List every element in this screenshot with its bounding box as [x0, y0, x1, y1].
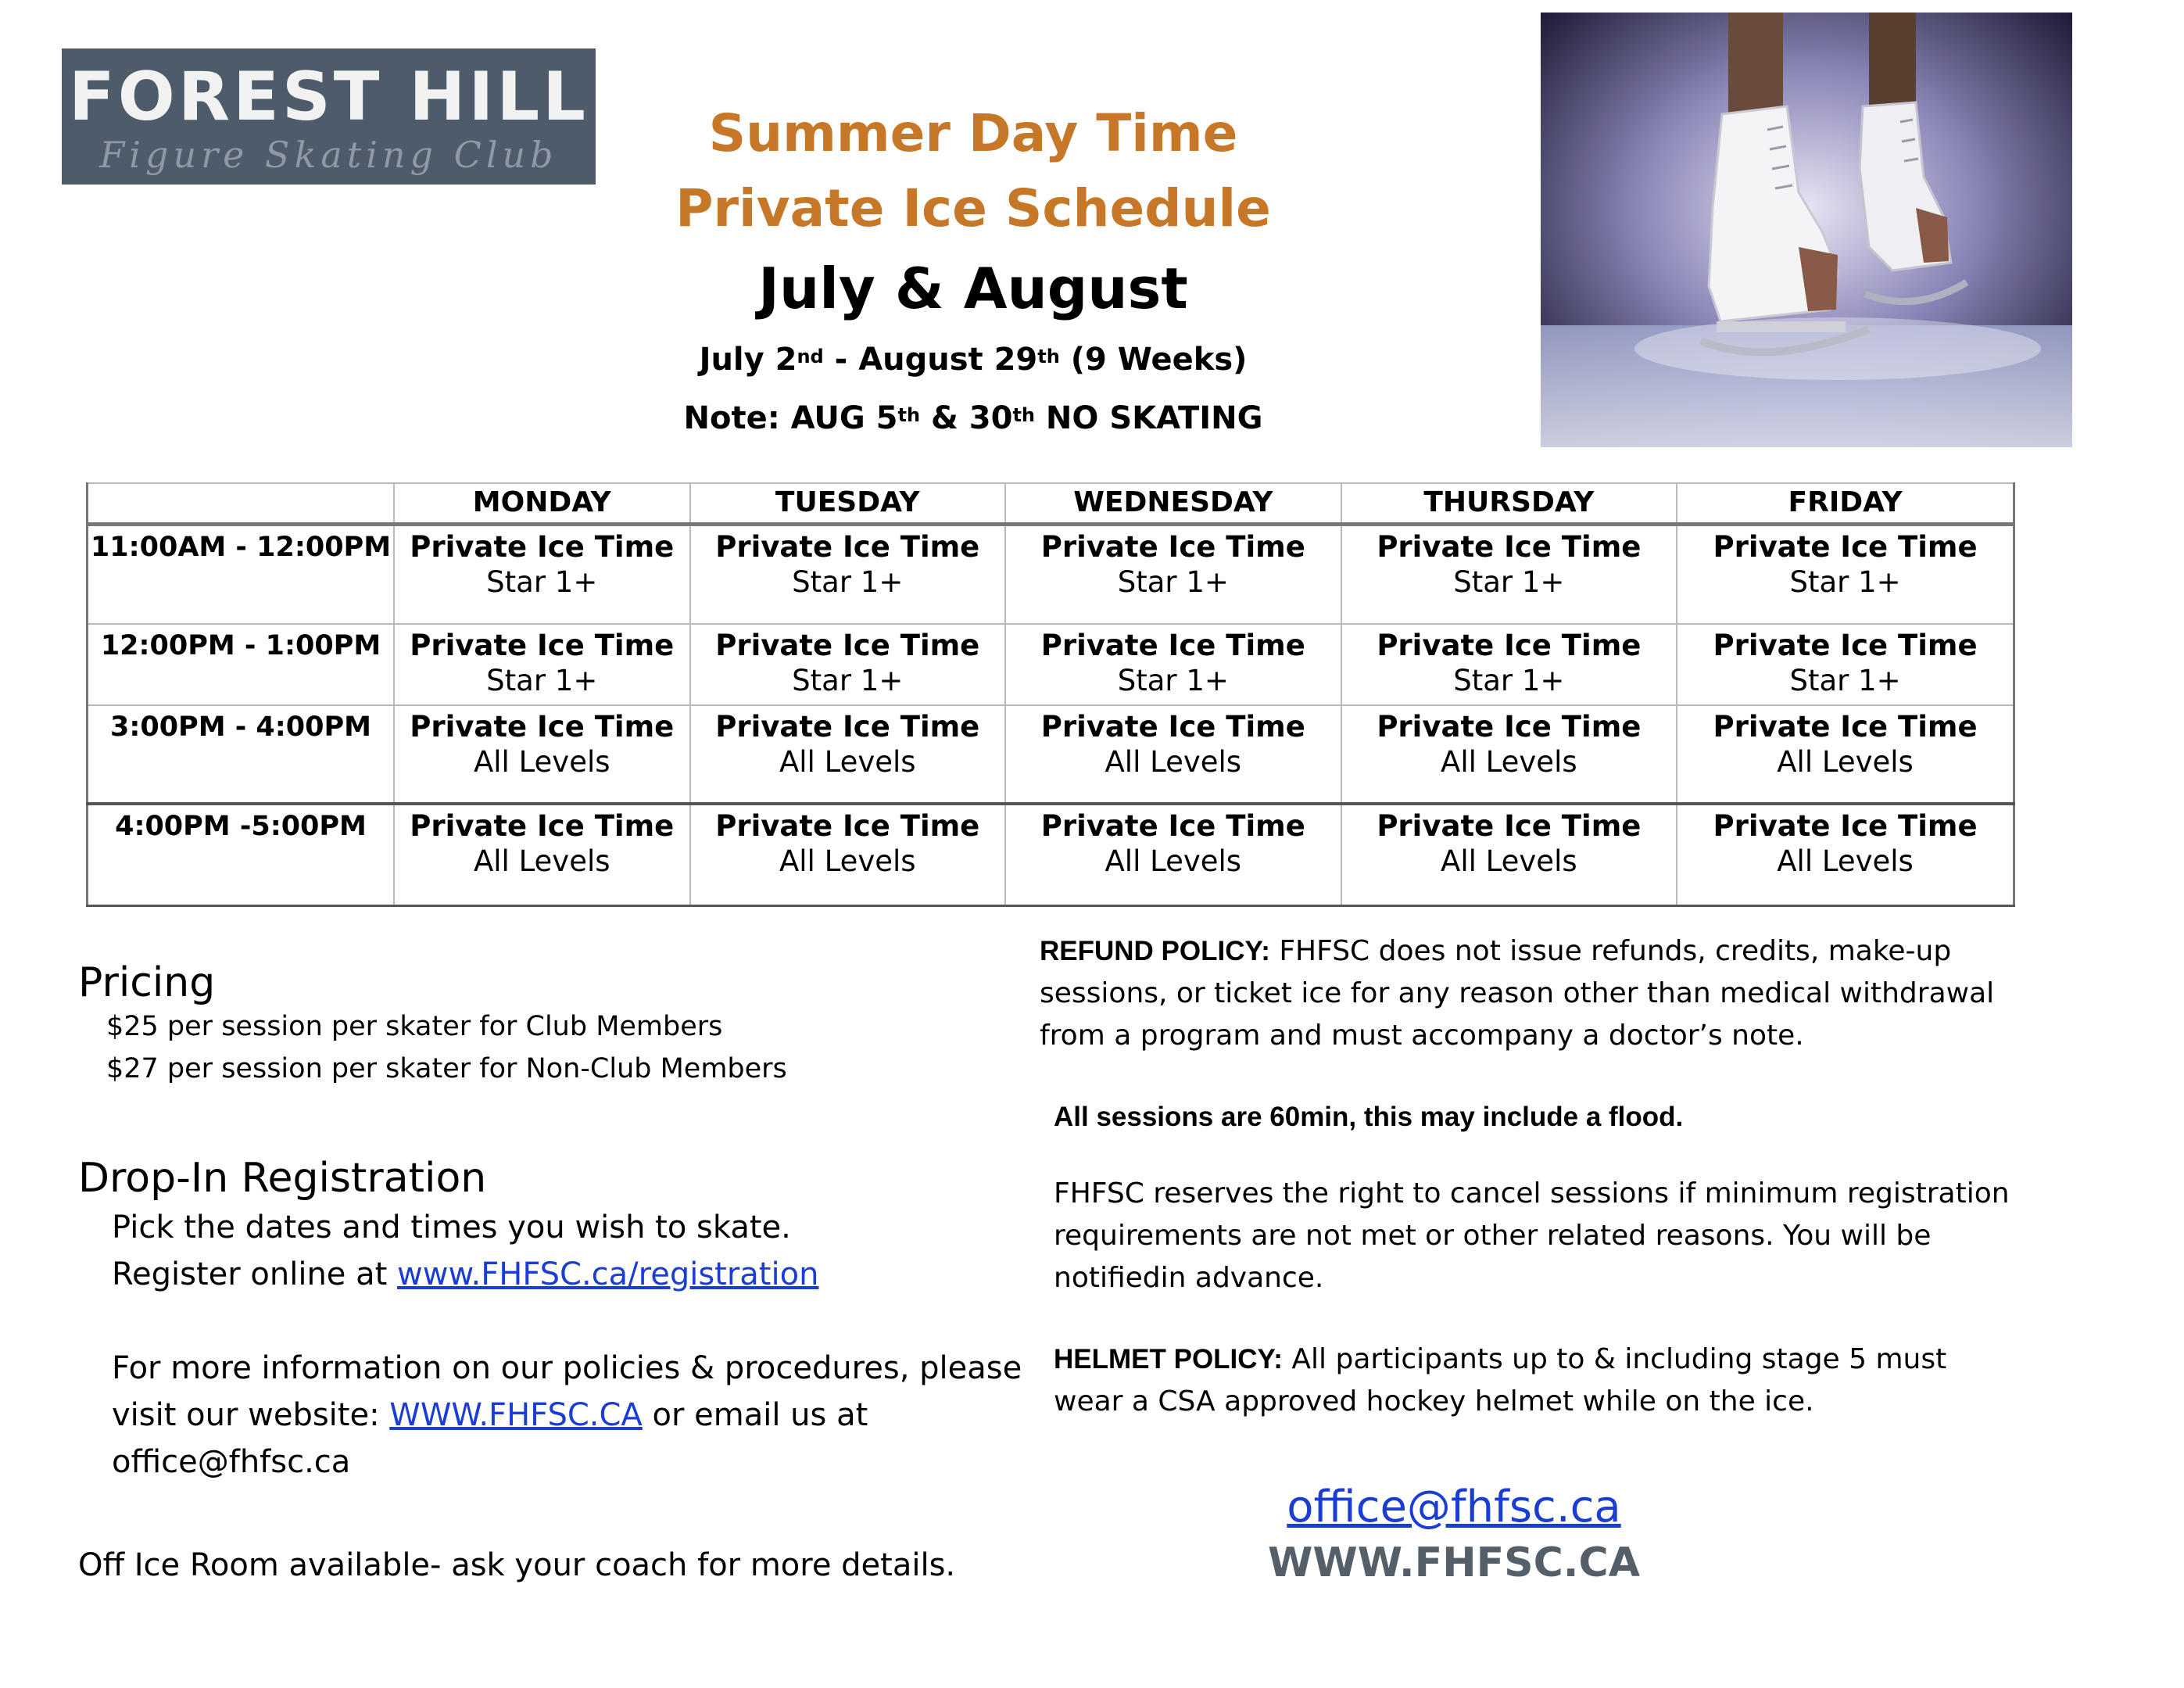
- session-level: Star 1+: [1789, 564, 1901, 599]
- session-level: All Levels: [1441, 844, 1577, 878]
- session-title: Private Ice Time: [1713, 629, 1978, 662]
- session-title: Private Ice Time: [410, 529, 675, 564]
- logo-script: Figure Skating Club: [99, 134, 558, 176]
- contact-email: [1235, 1478, 1673, 1537]
- logo-wordmark: FOREST HILL: [69, 58, 589, 136]
- cancellation-policy: FHFSC reserves the right to cancel sessions if minimum registration requirements are not met or other related reasons. You will be notifiedin advance.: [1054, 1177, 2010, 1294]
- session-cell: [1341, 705, 1677, 804]
- day-header: THURSDAY: [1341, 483, 1677, 524]
- info-line-1: For more information on our policies & procedures, please: [112, 1350, 1022, 1386]
- pricing-non-members: $27 per session per skater for Non-Club Members: [106, 1053, 787, 1084]
- session-title: Private Ice Time: [1377, 629, 1642, 662]
- session-title: Private Ice Time: [1377, 529, 1642, 564]
- no-skating-note: Note: AUG 5th & 30th NO SKATING: [683, 400, 1263, 436]
- session-level: All Levels: [1777, 745, 1914, 779]
- title-line-2: Private Ice Schedule: [675, 178, 1271, 238]
- session-title: Private Ice Time: [715, 529, 980, 564]
- pricing-heading: Pricing: [78, 959, 216, 1006]
- club-logo: [62, 48, 596, 185]
- day-header: FRIDAY: [1677, 483, 2014, 524]
- session-level: All Levels: [1777, 844, 1914, 878]
- day-header: MONDAY: [394, 483, 690, 524]
- session-title: Private Ice Time: [410, 629, 675, 662]
- session-cell: [1005, 524, 1341, 624]
- contact-website: WWW.FHFSC.CA: [1268, 1539, 1640, 1586]
- session-title: Private Ice Time: [715, 710, 980, 744]
- session-cell: [1341, 624, 1677, 705]
- dropin-register-line: Register online at www.FHFSC.ca/registration: [112, 1256, 819, 1292]
- off-ice-note: Off Ice Room available- ask your coach for more details.: [78, 1547, 956, 1583]
- time-slot: 12:00PM - 1:00PM: [88, 624, 394, 705]
- refund-label: REFUND POLICY:: [1040, 936, 1270, 966]
- session-title: Private Ice Time: [1040, 629, 1305, 662]
- title-months: July & August: [758, 256, 1188, 321]
- refund-policy: REFUND POLICY: FHFSC does not issue refunds, credits, make-up sessions, or ticket ice for any reason other than medical withdrawal from a program and must accompany a doctor’s note.: [1040, 935, 1995, 1052]
- session-cell: [1005, 804, 1341, 905]
- table-row: [88, 705, 2014, 804]
- email-link[interactable]: office@fhfsc.ca: [1287, 1482, 1621, 1532]
- session-title: Private Ice Time: [1713, 710, 1978, 744]
- sessions-note: All sessions are 60min, this may include a flood.: [1054, 1102, 1684, 1132]
- table-row: [88, 524, 2014, 624]
- session-level: Star 1+: [486, 664, 598, 697]
- session-title: Private Ice Time: [1040, 710, 1305, 744]
- session-title: Private Ice Time: [1040, 529, 1305, 564]
- registration-link[interactable]: www.FHFSC.ca/registration: [397, 1256, 819, 1292]
- session-cell: [1341, 804, 1677, 905]
- dropin-heading: Drop-In Registration: [78, 1155, 487, 1202]
- session-cell: [394, 804, 690, 905]
- time-slot: 4:00PM -5:00PM: [88, 804, 394, 905]
- session-level: Star 1+: [1453, 564, 1565, 599]
- session-level: All Levels: [1105, 745, 1242, 779]
- website-link[interactable]: WWW.FHFSC.CA: [389, 1397, 643, 1433]
- pricing-members: $25 per session per skater for Club Members: [106, 1011, 723, 1042]
- session-level: Star 1+: [792, 664, 904, 697]
- session-title: Private Ice Time: [410, 809, 675, 843]
- date-range: July 2nd - August 29th (9 Weeks): [699, 342, 1248, 378]
- session-cell: [1341, 524, 1677, 624]
- session-cell: [690, 524, 1005, 624]
- session-cell: [690, 804, 1005, 905]
- session-title: Private Ice Time: [410, 710, 675, 744]
- schedule-table: [86, 482, 2015, 907]
- session-title: Private Ice Time: [715, 809, 980, 843]
- session-level: Star 1+: [1453, 664, 1565, 697]
- session-cell: [1005, 705, 1341, 804]
- time-column-header: [88, 483, 394, 524]
- session-cell: [690, 624, 1005, 705]
- session-level: All Levels: [779, 844, 916, 878]
- day-header: WEDNESDAY: [1005, 483, 1341, 524]
- time-slot: 3:00PM - 4:00PM: [88, 705, 394, 804]
- session-level: All Levels: [1441, 745, 1577, 779]
- session-title: Private Ice Time: [1377, 710, 1642, 744]
- dropin-pick-dates: Pick the dates and times you wish to skate.: [112, 1210, 791, 1245]
- session-level: Star 1+: [1789, 664, 1901, 697]
- session-cell: [394, 624, 690, 705]
- session-cell: [690, 705, 1005, 804]
- session-title: Private Ice Time: [1377, 809, 1642, 843]
- day-header: TUESDAY: [690, 483, 1005, 524]
- helmet-label: HELMET POLICY:: [1054, 1344, 1283, 1374]
- session-level: All Levels: [779, 745, 916, 779]
- session-cell: [1677, 804, 2014, 905]
- info-line-2: visit our website: WWW.FHFSC.CA or email us at: [112, 1397, 868, 1433]
- session-title: Private Ice Time: [1040, 809, 1305, 843]
- skate-photo: [1541, 13, 2072, 447]
- session-cell: [1005, 624, 1341, 705]
- table-row: [88, 624, 2014, 705]
- time-slot: 11:00AM - 12:00PM: [88, 524, 394, 624]
- session-cell: [394, 705, 690, 804]
- session-cell: [394, 524, 690, 624]
- session-level: All Levels: [473, 745, 610, 779]
- session-cell: [1677, 705, 2014, 804]
- session-title: Private Ice Time: [715, 629, 980, 662]
- session-cell: [1677, 524, 2014, 624]
- session-cell: [1677, 624, 2014, 705]
- session-level: All Levels: [473, 844, 610, 878]
- table-row: [88, 804, 2014, 905]
- title-line-1: Summer Day Time: [708, 103, 1238, 163]
- session-title: Private Ice Time: [1713, 529, 1978, 564]
- session-level: Star 1+: [792, 564, 904, 599]
- info-email: office@fhfsc.ca: [112, 1444, 351, 1480]
- session-level: All Levels: [1105, 844, 1242, 878]
- session-level: Star 1+: [1117, 664, 1229, 697]
- helmet-policy: HELMET POLICY: All participants up to & including stage 5 must wear a CSA approved hockey helmet while on the ice.: [1054, 1343, 1947, 1417]
- table-header-row: [88, 483, 2014, 524]
- session-level: Star 1+: [486, 564, 598, 599]
- session-title: Private Ice Time: [1713, 809, 1978, 843]
- session-level: Star 1+: [1117, 564, 1229, 599]
